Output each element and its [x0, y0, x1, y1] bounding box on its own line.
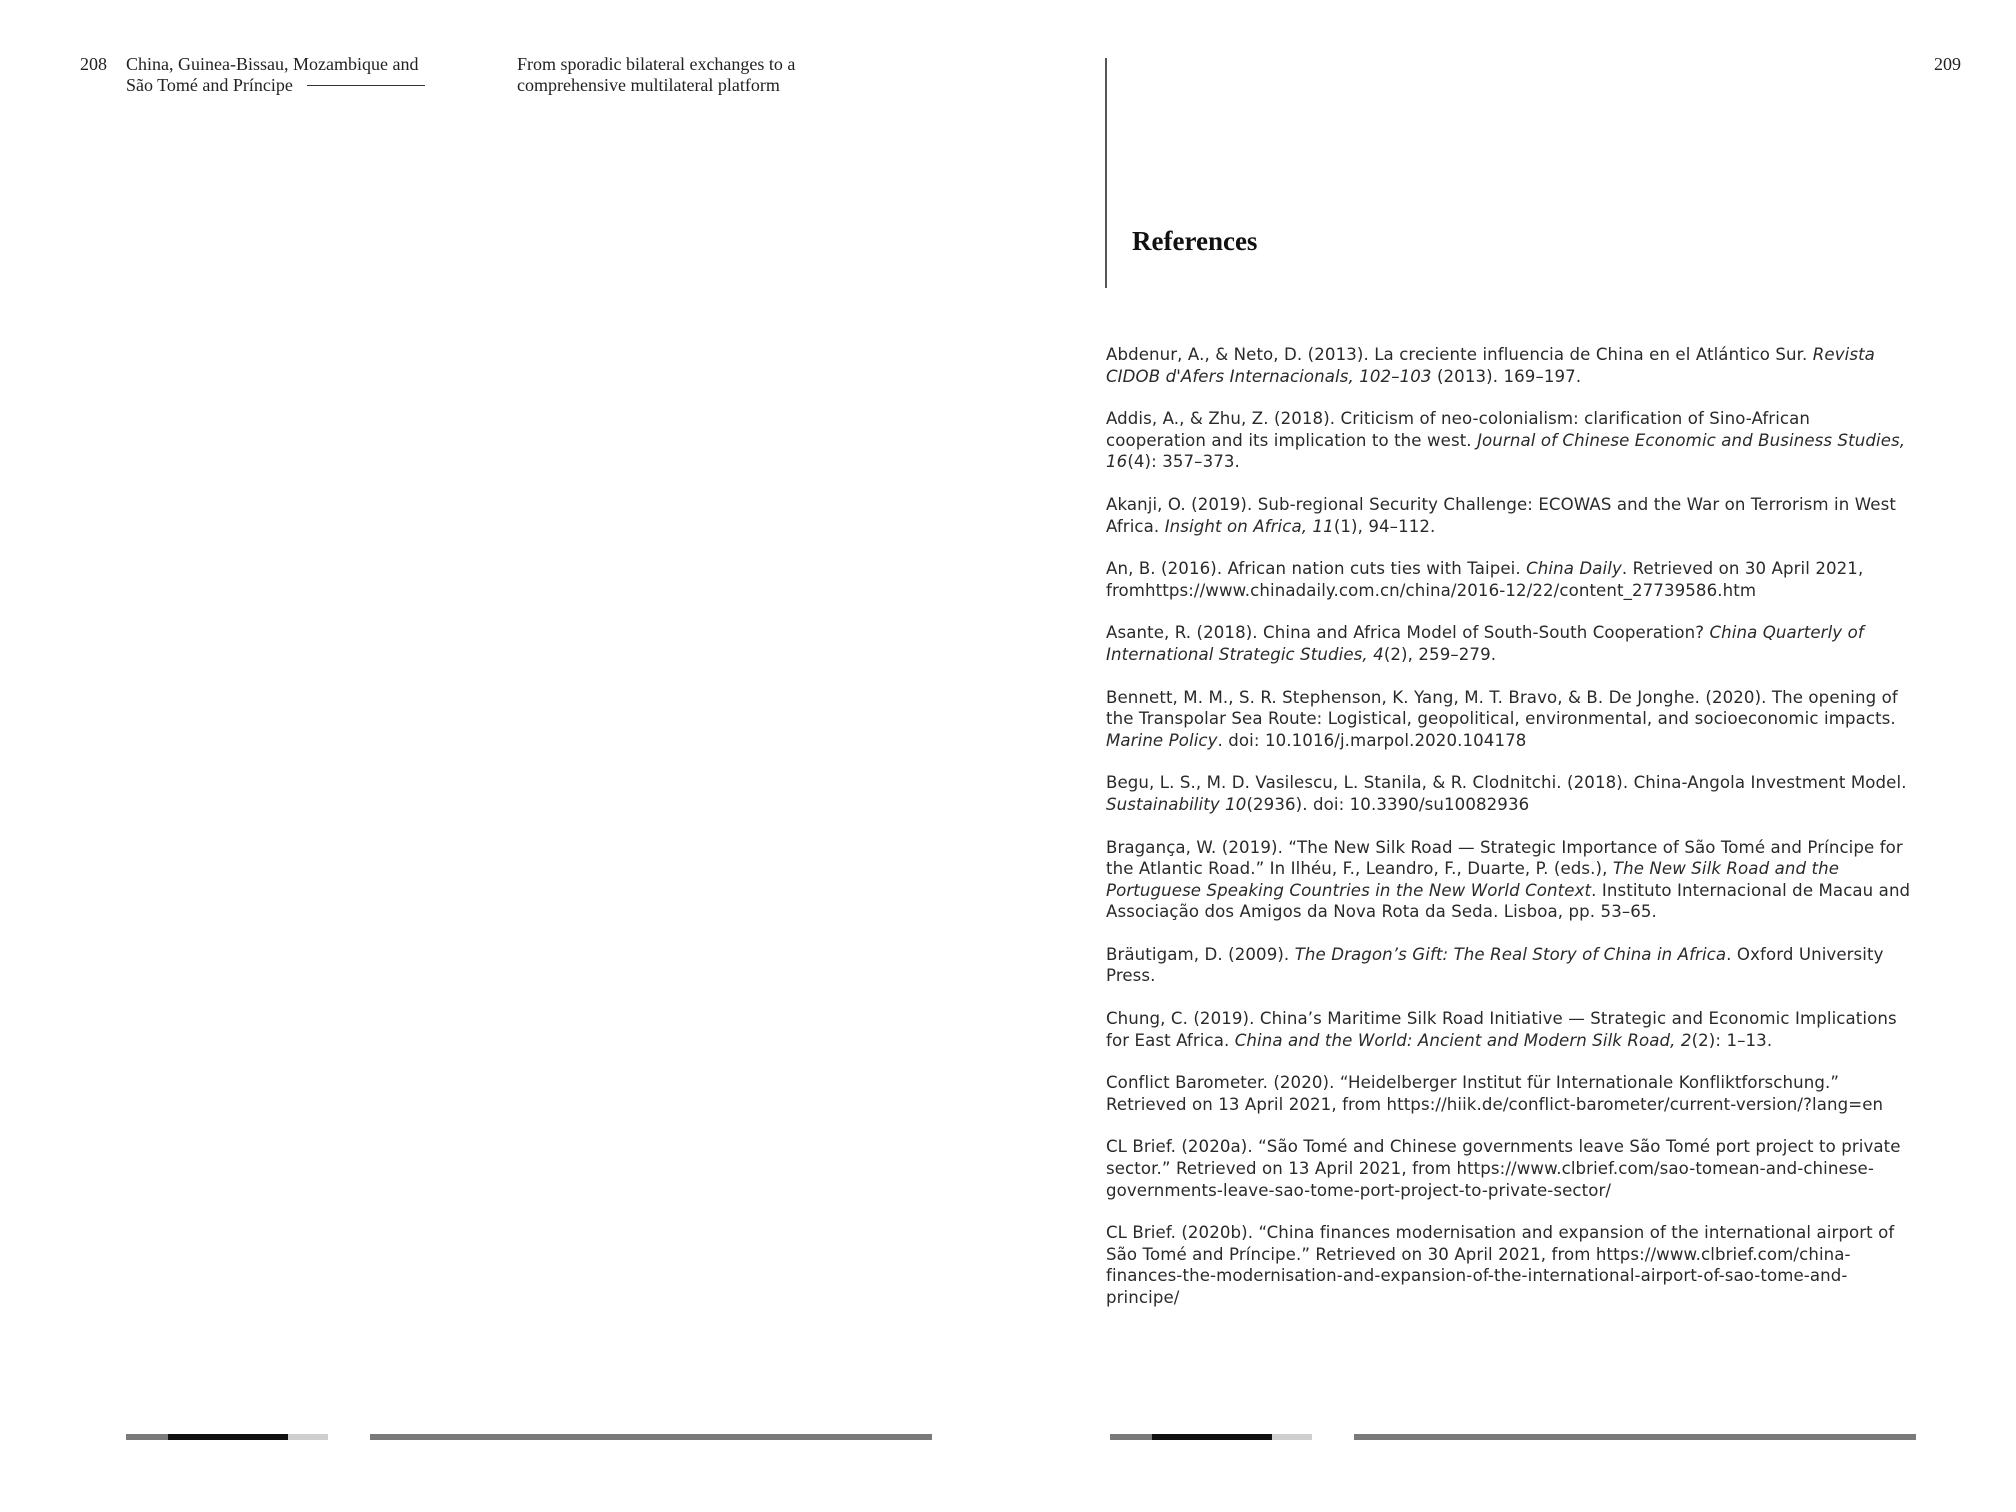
reference-entry — [1106, 687, 1912, 752]
reference-text: CL Brief. (2020a). “São Tomé and Chinese governments leave São Tomé port project to private sector.” Retrieved on 13 April 2021, from https://www.clbrief.com/sao-tomean-and-chinese-governments-leave-sao-tome-port-project-to-private-sector/ — [1106, 1137, 1901, 1200]
reference-title-italic: Insight on Africa, 11 — [1164, 516, 1334, 536]
running-head-section-line1: From sporadic bilateral exchanges to a — [517, 54, 796, 74]
reference-entry — [1106, 1008, 1912, 1051]
reference-text: CL Brief. (2020b). “China finances modernisation and expansion of the international airport of São Tomé and Príncipe.” Retrieved on 30 April 2021, from https://www.clbrief.com/china-finances-the-modernisation-and-expansion-of-the-international-airport-of-sao-tome-and-principe/ — [1106, 1223, 1895, 1307]
reference-text: Abdenur, A., & Neto, D. (2013). La creciente influencia de China en el Atlántico Sur. — [1106, 345, 1813, 364]
reference-title-italic: China and the World: Ancient and Modern Silk Road, 2 — [1234, 1030, 1692, 1050]
reference-entry — [1106, 772, 1912, 815]
reference-title-italic: Journal of Chinese Economic and Business Studies, 16 — [1106, 430, 1906, 472]
footer-bar-right-long — [1354, 1434, 1916, 1440]
reference-text: . Oxford University Press. — [1106, 944, 1884, 986]
reference-title-italic: Revista CIDOB d'Afers Internacionals, 102–103 — [1106, 345, 1875, 386]
reference-text: Addis, A., & Zhu, Z. (2018). Criticism of neo-colonialism: clarification of Sino-African cooperation and its implication to the west. — [1106, 409, 1811, 450]
reference-text: . Instituto Internacional de Macau and Associação dos Amigos da Nova Rota da Seda. Lisboa, pp. 53–65. — [1106, 880, 1911, 922]
reference-title-italic: China Daily — [1526, 559, 1622, 579]
reference-title-italic: The Dragon’s Gift: The Real Story of China in Africa — [1294, 944, 1727, 964]
reference-text: (2013). 169–197. — [1431, 366, 1582, 386]
reference-text: . doi: 10.1016/j.marpol.2020.104178 — [1217, 730, 1527, 750]
vertical-divider — [1105, 58, 1107, 288]
running-head-chapter-line2-row — [126, 75, 456, 96]
reference-text: (2), 259–279. — [1383, 644, 1497, 664]
reference-title-italic: China Quarterly of International Strategic Studies, 4 — [1106, 623, 1864, 664]
reference-text: Conflict Barometer. (2020). “Heidelberger Institut für Internationale Konfliktforschung.” Retrieved on 13 April 2021, from https://hiik.de/conflict-barometer/current-version/?lang=en — [1106, 1073, 1884, 1114]
reference-text: (2936). doi: 10.3390/su10082936 — [1246, 794, 1530, 814]
footer-bar-right-light — [1272, 1434, 1312, 1440]
reference-title-italic: Marine Policy — [1106, 730, 1218, 750]
reference-text: Begu, L. S., M. D. Vasilescu, L. Stanila, & R. Clodnitchi. (2018). China-Angola Investment Model. — [1106, 773, 1907, 793]
footer-bar-left-light — [288, 1434, 328, 1440]
reference-text: Bennett, M. M., S. R. Stephenson, K. Yang, M. T. Bravo, & B. De Jonghe. (2020). The opening of the Transpolar Sea Route: Logistical, geopolitical, environmental, and socioeconomic impacts. — [1106, 687, 1898, 729]
reference-entry — [1106, 408, 1912, 473]
running-head-chapter-line1: China, Guinea-Bissau, Mozambique and — [126, 54, 419, 74]
references-list — [1106, 344, 1912, 1330]
reference-entry — [1106, 344, 1912, 387]
running-head-chapter-line2: São Tomé and Príncipe — [126, 75, 293, 95]
reference-text: Asante, R. (2018). China and Africa Model of South-South Cooperation? — [1106, 623, 1710, 643]
reference-entry — [1106, 622, 1912, 665]
reference-entry — [1106, 1222, 1912, 1308]
reference-text: Bräutigam, D. (2009). — [1106, 944, 1295, 964]
footer-bar-right-grey — [1110, 1434, 1152, 1440]
page-number-left: 208 — [80, 54, 107, 74]
reference-text: (2): 1–13. — [1691, 1030, 1773, 1050]
reference-title-italic: Sustainability 10 — [1106, 794, 1247, 814]
reference-text: An, B. (2016). African nation cuts ties with Taipei. — [1106, 559, 1527, 579]
reference-entry — [1106, 1136, 1912, 1201]
reference-title-italic: The New Silk Road and the Portuguese Speaking Countries in the New World Context — [1106, 859, 1840, 900]
reference-entry — [1106, 1072, 1912, 1115]
running-head-rule — [307, 85, 425, 86]
running-head-section — [517, 54, 857, 96]
reference-text: . Retrieved on 30 April 2021, fromhttps://www.chinadaily.com.cn/china/2016-12/22/content_27739586.htm — [1106, 559, 1864, 600]
reference-text: (4): 357–373. — [1127, 452, 1240, 472]
references-heading: References — [1132, 226, 1258, 256]
reference-entry — [1106, 944, 1912, 987]
running-head-section-line2: comprehensive multilateral platform — [517, 75, 780, 95]
reference-text: Akanji, O. (2019). Sub-regional Security Challenge: ECOWAS and the War on Terrorism in West Africa. — [1106, 494, 1896, 536]
footer-bar-left-long — [370, 1434, 932, 1440]
reference-text: Chung, C. (2019). China’s Maritime Silk Road Initiative — Strategic and Economic Implications for East Africa. — [1106, 1009, 1897, 1050]
footer-bar-right-black — [1152, 1434, 1272, 1440]
reference-entry — [1106, 558, 1912, 601]
footer-bar-left-grey — [126, 1434, 168, 1440]
page-number-right: 209 — [1934, 54, 1961, 74]
reference-text: Bragança, W. (2019). “The New Silk Road — Strategic Importance of São Tomé and Príncipe for the Atlantic Road.” In Ilhéu, F., Leandro, F., Duarte, P. (eds.), — [1106, 837, 1903, 879]
reference-entry — [1106, 494, 1912, 537]
reference-entry — [1106, 837, 1912, 923]
footer-bar-left-black — [168, 1434, 288, 1440]
reference-text: (1), 94–112. — [1333, 516, 1436, 536]
running-head-chapter — [126, 54, 456, 96]
